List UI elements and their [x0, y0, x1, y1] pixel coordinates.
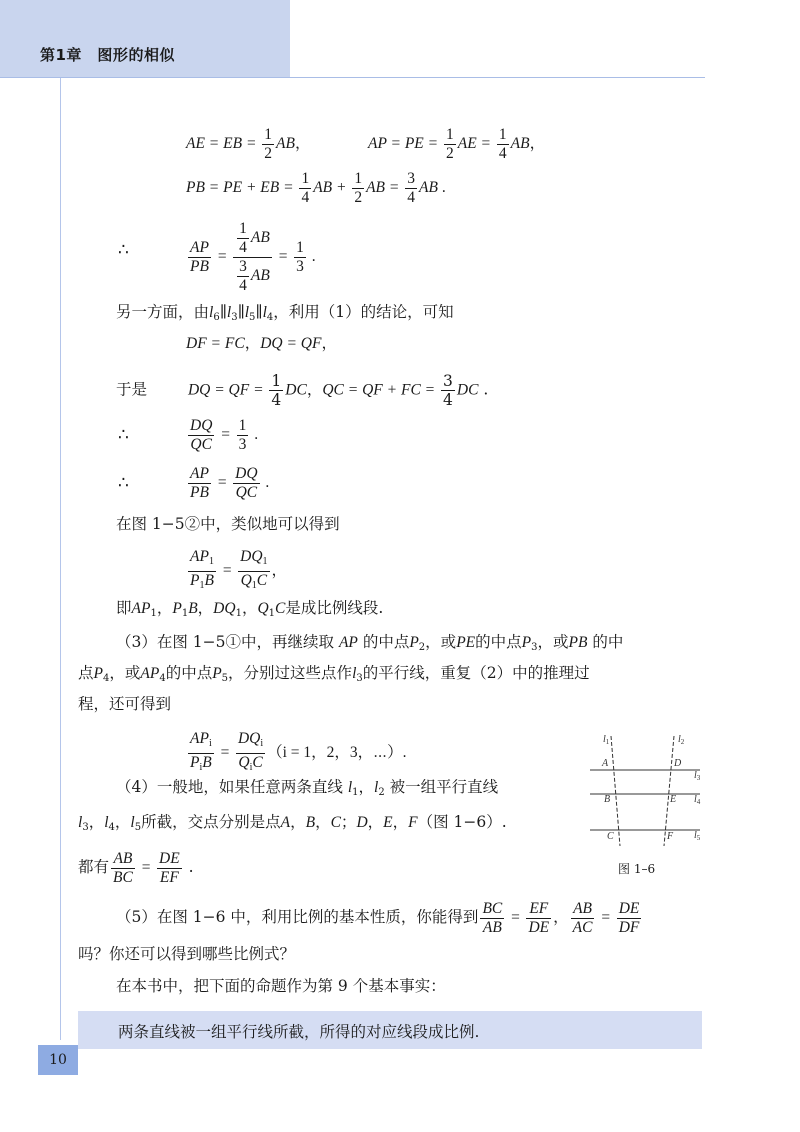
chapter-title: 第1章 图形的相似	[40, 46, 175, 64]
equation-ap1-p1b: $\frac{AP_1}{P_1B}$ = $\frac{DQ_1}{Q_1C}$ ，	[190, 548, 288, 591]
therefore-symbol: ∴	[118, 240, 129, 260]
label-A: A	[602, 758, 609, 769]
paragraph-5-line1: （5）在图 1−6 中，利用比例的基本性质，你能得到 $\frac{BC}{AB}$ = $\frac{EF}{DE}$ ， $\frac{AB}{AC}$ = $\frac{DE}{DF}$	[116, 900, 640, 936]
label-C: C	[607, 831, 614, 842]
paragraph-other-side: 另一方面，由$l_6\parallel l_3\parallel l_5\parallel l_4$，利用（1）的结论，可知	[116, 303, 454, 323]
equation-ap-over-pb: $\frac{AP}{PB}$ = $\frac{1}{4}$ AB $\frac{3}{4}$ AB = $\frac{1}{3}$ .	[190, 220, 316, 294]
label-l4: $l_4$	[694, 794, 701, 806]
margin-rule	[60, 78, 61, 1040]
label-B: B	[604, 794, 611, 805]
equation-api-pib: $\frac{AP_i}{P_iB}$ = $\frac{DQ_i}{Q_iC}$ （i = 1，2，3，⋯）.	[190, 730, 407, 773]
paragraph-proportional-segments: 即$AP_1$，$P_1B$，$DQ_1$，$Q_1C$是成比例线段.	[116, 599, 384, 619]
label-F: F	[667, 831, 674, 842]
label-D: D	[674, 758, 682, 769]
equation-ap-pb-dq-qc: $\frac{AP}{PB}$ = $\frac{DQ}{QC}$ .	[190, 465, 270, 501]
paragraph-4-line2: $l_3$，$l_4$，$l_5$所截，交点分别是点A，B，C；D，E，F（图 1−6）.	[78, 813, 507, 833]
paragraph-figure-1-5-2: 在图 1−5②中，类似地可以得到	[116, 515, 340, 533]
equation-df-fc: DF = FC，DQ = QF，	[186, 335, 337, 352]
label-E: E	[670, 794, 677, 805]
paragraph-4-line1: （4）一般地，如果任意两条直线 $l_1$，$l_2$ 被一组平行直线	[116, 778, 499, 798]
therefore-symbol: ∴	[118, 473, 129, 493]
label-l3: $l_3$	[694, 770, 701, 782]
label-l2: $l_2$	[678, 734, 685, 746]
figure-1-6	[590, 728, 705, 856]
equation-ae-eb: AE = EB = $\frac{1}{2}$ AB， AP = PE = $\frac{1}{2}$ AE = $\frac{1}{4}$ AB，	[186, 126, 546, 162]
paragraph-3-line3: 程，还可得到	[78, 695, 172, 713]
basic-fact-text: 两条直线被一组平行线所截，所得的对应线段成比例.	[118, 1023, 480, 1041]
paragraph-3-line2: 点$P_4$，或$AP_4$的中点$P_5$，分别过这些点作$l_3$的平行线，重复（2）中的推理过	[78, 664, 590, 684]
paragraph-6: 在本书中，把下面的命题作为第 9 个基本事实：	[116, 977, 446, 995]
equation-yushi: 于是 DQ = QF = $\frac{1}{4}$ DC，QC = QF + FC = $\frac{3}{4}$ DC .	[116, 372, 489, 409]
header-band	[0, 0, 290, 78]
page-number: 10	[38, 1045, 78, 1075]
label-l1: $l_1$	[603, 734, 610, 746]
paragraph-3-line1: （3）在图 1−5①中，再继续取 AP 的中点$P_2$，或PE的中点$P_3$，或PB 的中	[116, 633, 624, 653]
paragraph-5-line2: 吗？你还可以得到哪些比例式？	[78, 945, 296, 963]
header-rule	[0, 77, 705, 78]
equation-dq-qc: $\frac{DQ}{QC}$ = $\frac{1}{3}$ .	[190, 417, 259, 453]
figure-caption: 图 1–6	[618, 862, 656, 876]
label-l5: $l_5$	[694, 830, 701, 842]
equation-pb: PB = PE + EB = $\frac{1}{4}$ AB + $\frac{1}{2}$ AB = $\frac{3}{4}$ AB .	[186, 170, 446, 206]
therefore-symbol: ∴	[118, 425, 129, 445]
paragraph-4-line3: 都有 $\frac{AB}{BC}$ = $\frac{DE}{EF}$ .	[78, 850, 194, 886]
